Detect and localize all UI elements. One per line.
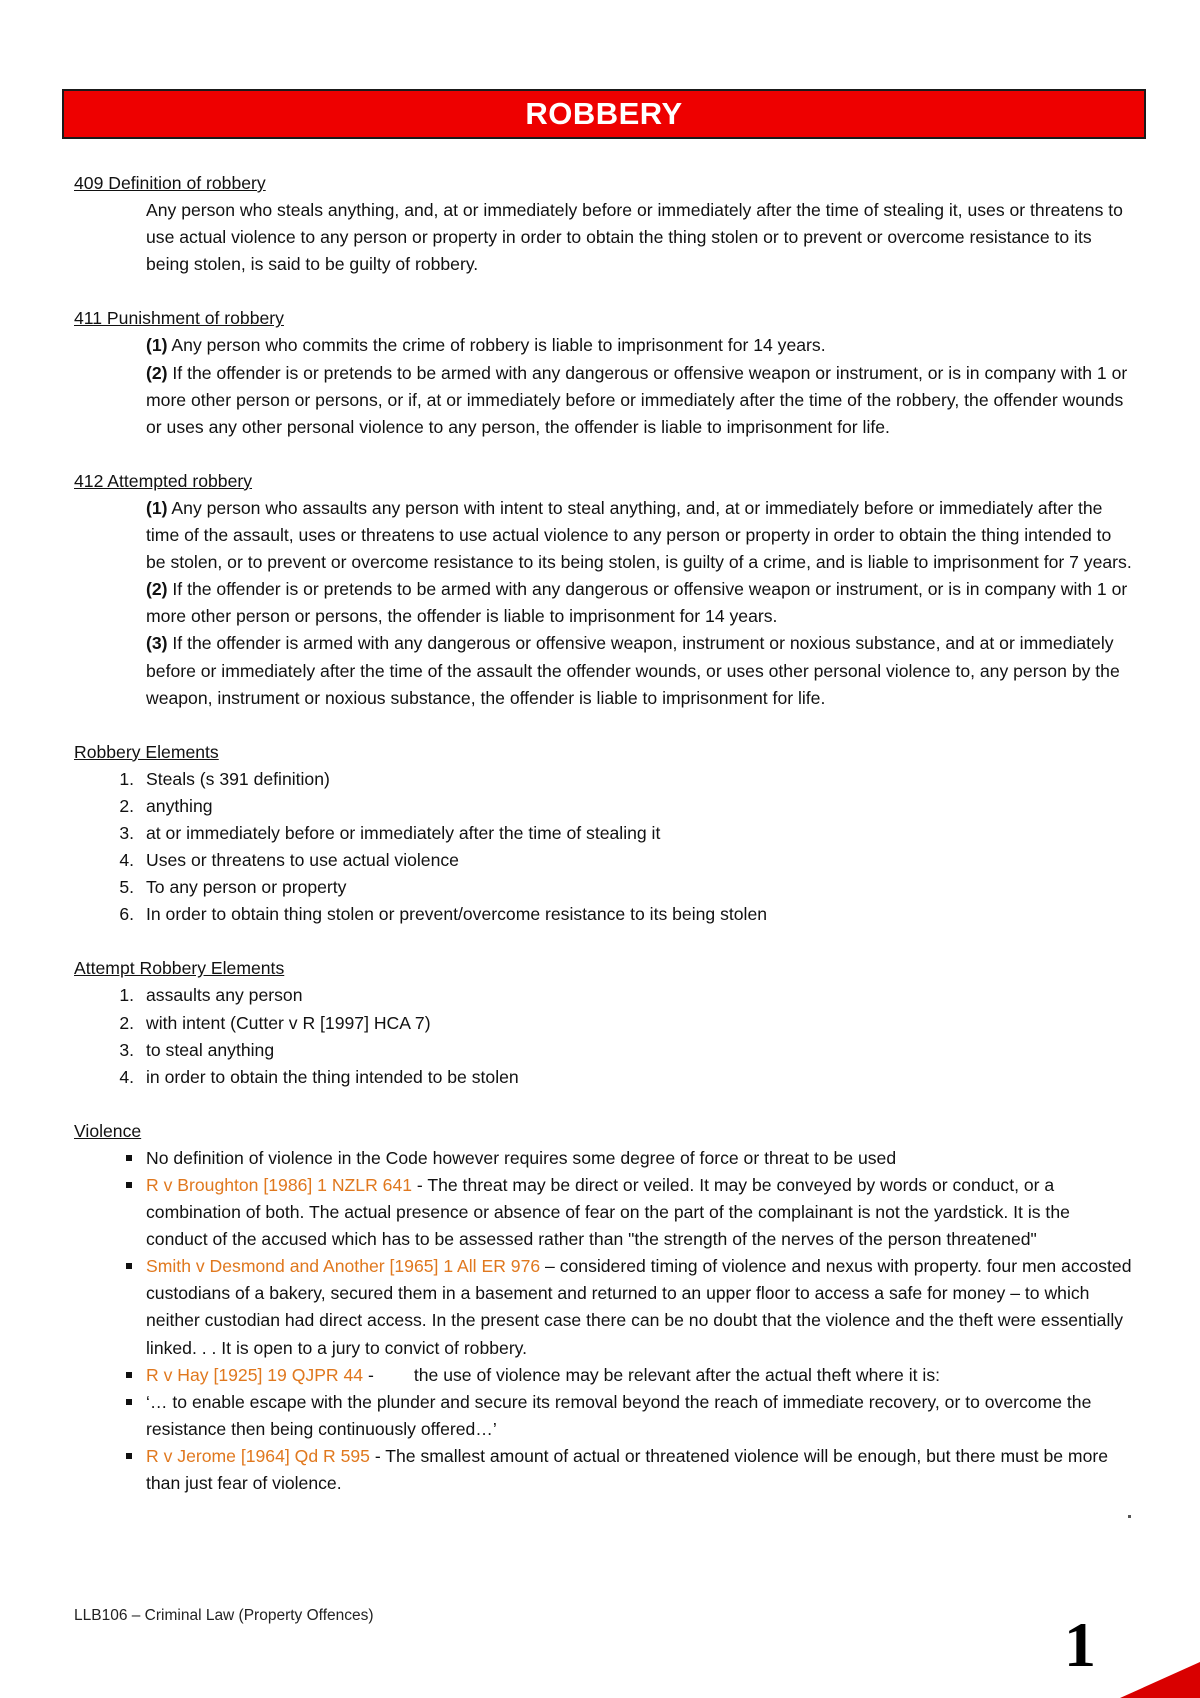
subsection-number: (2) (146, 362, 168, 383)
list-marker: 2. (119, 1012, 134, 1033)
list-marker: 3. (119, 822, 134, 843)
list-item-text: to steal anything (146, 1039, 275, 1060)
list-item-text: - The threat may be direct or veiled. It may be conveyed by words or conduct, or a combination of both. The actual presence or absence of fear on the part of the complainant is not the yardstick. It is the conduct of the accused which has to be assessed rather than "the strength of the nerves of the person threatened" (146, 1175, 1070, 1250)
subsection-411-2 (146, 360, 1134, 441)
list-item-text: Steals (s 391 definition) (146, 768, 330, 789)
case-citation: R v Jerome [1964] Qd R 595 (146, 1445, 370, 1466)
bullet-square-icon (126, 1263, 132, 1269)
list-marker: 1. (119, 768, 134, 789)
subsection-text: If the offender is or pretends to be armed with any dangerous or offensive weapon or instrument, or is in company with 1 or more other person or persons, the offender is liable to imprisonment for 14 years. (146, 579, 1128, 627)
stray-dot (1128, 1515, 1131, 1518)
corner-accent-icon (1120, 1600, 1200, 1698)
bullet-square-icon (126, 1182, 132, 1188)
list-marker: 5. (119, 877, 134, 898)
case-citation: R v Broughton [1986] 1 NZLR 641 (146, 1175, 413, 1195)
bullet-square-icon (126, 1399, 132, 1405)
bullet-square-icon (126, 1155, 132, 1161)
list-item (74, 1010, 1134, 1037)
footer-course: LLB106 – Criminal Law (Property Offences) (74, 1607, 374, 1624)
page-title: ROBBERY (525, 96, 683, 132)
subsection-411-1 (146, 332, 1134, 359)
subsection-412-1 (146, 495, 1134, 576)
title-banner (62, 89, 1146, 139)
page-number: 1 (1064, 1609, 1096, 1680)
list-item-text: in order to obtain the thing intended to be stolen (146, 1066, 519, 1087)
subsection-number: (2) (146, 579, 168, 600)
list-item-text: with intent (Cutter v R [1997] HCA 7) (146, 1012, 431, 1033)
list-item (74, 1145, 1134, 1172)
list-item (74, 793, 1134, 820)
section-409 (74, 170, 1134, 278)
subsection-number: (1) (146, 497, 168, 518)
list-marker: 6. (119, 904, 134, 925)
main-content (74, 170, 1134, 1524)
list-item-text: Uses or threatens to use actual violence (146, 850, 459, 871)
list-marker: 4. (119, 1066, 134, 1087)
list-item (74, 982, 1134, 1009)
robbery-elements-list (74, 766, 1134, 929)
violence-section (74, 1118, 1134, 1497)
list-item (74, 1443, 1134, 1497)
subsection-number: (3) (146, 633, 168, 654)
list-item-text: at or immediately before or immediately after the time of stealing it (146, 822, 661, 843)
list-item-text: In order to obtain thing stolen or prevent/overcome resistance to its being stolen (146, 904, 768, 925)
subsection-text: Any person who assaults any person with intent to steal anything, and, at or immediately before or immediately after the time of the assault, uses or threatens to use actual violence to any person or property in order to obtain the thing intended to be stolen, or to prevent or overcome resistance to its being stolen, is guilty of a crime, and is liable to imprisonment for 7 years. (146, 497, 1132, 573)
attempt-elements-list (74, 982, 1134, 1090)
list-marker: 1. (119, 985, 134, 1006)
list-item (74, 766, 1134, 793)
list-item-dash: - (363, 1364, 374, 1385)
section-409-text: Any person who steals anything, and, at or immediately before or immediately after the time of stealing it, uses or threatens to use actual violence to any person or property in order to obtain the thing stolen or to prevent or overcome resistance to its being stolen, is said to be guilty of robbery. (146, 200, 1123, 275)
subsection-412-2 (146, 576, 1134, 630)
list-marker: 3. (119, 1039, 134, 1060)
list-item-text: ‘… to enable escape with the plunder and secure its removal beyond the reach of immediate recovery, or to overcome the resistance then being continuously offered…’ (146, 1391, 1092, 1439)
list-item (74, 874, 1134, 901)
list-item (74, 1172, 1134, 1253)
subsection-text: Any person who commits the crime of robbery is liable to imprisonment for 14 years. (167, 335, 826, 356)
attempt-elements-heading: Attempt Robbery Elements (74, 958, 285, 979)
list-item-text: anything (146, 795, 213, 816)
robbery-elements-heading: Robbery Elements (74, 741, 219, 762)
list-item (74, 1037, 1134, 1064)
list-item (74, 1362, 1134, 1389)
section-412-heading: 412 Attempted robbery (74, 470, 253, 491)
list-item (74, 847, 1134, 874)
list-item (74, 901, 1134, 928)
subsection-number: (1) (146, 335, 168, 356)
list-item-text: No definition of violence in the Code however requires some degree of force or threat to be used (146, 1147, 897, 1168)
attempt-robbery-elements (74, 955, 1134, 1090)
list-marker: 4. (119, 850, 134, 871)
case-citation: R v Hay [1925] 19 QJPR 44 (146, 1364, 364, 1385)
violence-list (74, 1145, 1134, 1497)
robbery-elements (74, 739, 1134, 929)
list-item-text: the use of violence may be relevant after the actual theft where it is: (413, 1364, 941, 1385)
section-409-heading: 409 Definition of robbery (74, 173, 266, 193)
section-411 (74, 305, 1134, 440)
list-item-text: - The smallest amount of actual or threatened violence will be enough, but there must be more than just fear of violence. (146, 1445, 1108, 1494)
section-412 (74, 468, 1134, 712)
section-411-heading: 411 Punishment of robbery (74, 308, 284, 329)
bullet-square-icon (126, 1372, 132, 1378)
list-item-text: To any person or property (146, 877, 347, 898)
subsection-text: If the offender is or pretends to be armed with any dangerous or offensive weapon or instrument, or is in company with 1 or more other person or persons, or if, at or immediately before or immediately after the time of the robbery, the offender wounds or uses any other personal violence to any person, the offender is liable to imprisonment for life. (146, 362, 1128, 437)
violence-heading: Violence (74, 1120, 142, 1141)
subsection-text: If the offender is armed with any dangerous or offensive weapon, instrument or noxious substance, and at or immediately before or immediately after the time of the assault the offender wounds, or uses other personal violence to, any person by the weapon, instrument or noxious substance, the offender is liable to imprisonment for life. (146, 633, 1120, 708)
bullet-square-icon (126, 1453, 132, 1459)
list-item (74, 1253, 1134, 1361)
subsection-412-3 (146, 630, 1134, 711)
list-item (74, 1389, 1134, 1443)
list-item-text: assaults any person (146, 985, 303, 1006)
list-item (74, 1064, 1134, 1091)
list-item-text: – considered timing of violence and nexus with property. four men accosted custodians of a bakery, secured them in a basement and returned to an upper floor to access a safe for money – to which neither custodian had direct access. In the present case there can be no doubt that the violence and the theft were essentially linked. . . It is open to a jury to convict of robbery. (146, 1256, 1132, 1358)
case-citation: Smith v Desmond and Another [1965] 1 All ER 976 (146, 1256, 541, 1277)
list-item (74, 820, 1134, 847)
list-marker: 2. (119, 795, 134, 816)
